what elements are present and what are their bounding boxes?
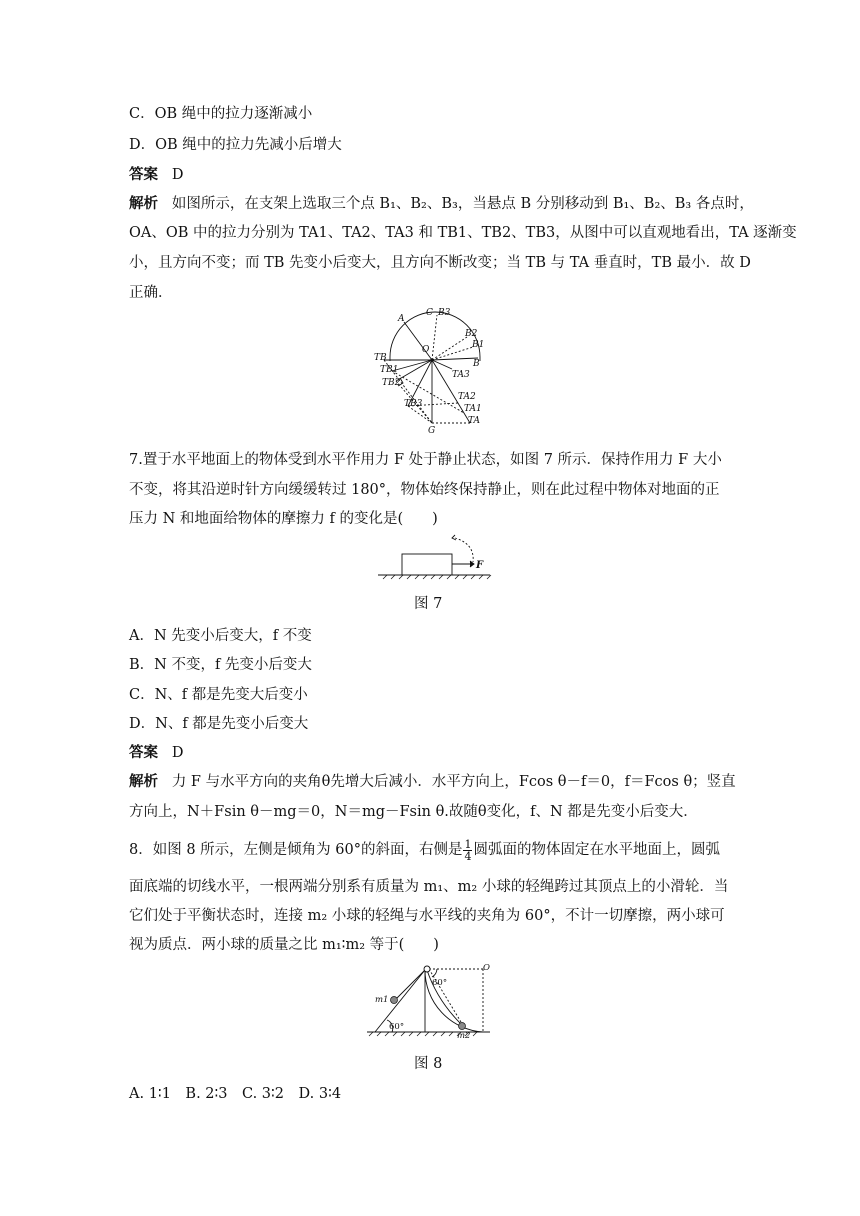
q8-stem-line-4: 视为质点．两小球的质量之比 m₁∶m₂ 等于( )	[129, 937, 439, 953]
q6-answer	[129, 165, 183, 185]
q7-option-c: C．N、f 都是先变大后变小	[129, 687, 308, 703]
label-m1: m1	[375, 995, 389, 1005]
q8-figure-caption: 图 8	[414, 1056, 443, 1072]
answer-label: 答案	[129, 744, 158, 761]
q7-option-b: B．N 不变，f 先变小后变大	[129, 657, 312, 673]
label-tb3: TB3	[404, 399, 423, 409]
label-angle-top: 60°	[432, 978, 448, 988]
label-tb2: TB2	[382, 378, 401, 388]
q7-option-d: D．N、f 都是先变小后变大	[129, 716, 309, 732]
label-b1: B1	[472, 340, 485, 350]
label-tb: TB	[374, 353, 387, 363]
label-ta2: TA2	[458, 392, 476, 402]
q8-stem-line-3: 它们处于平衡状态时，连接 m₂ 小球的轻绳与水平线的夹角为 60°，不计一切摩擦，两小球可	[129, 908, 725, 924]
stem-text: 8．如图 8 所示，左侧是倾角为 60°的斜面，右侧是	[129, 842, 463, 858]
label-ta: TA	[468, 416, 481, 426]
label-b2: B2	[465, 329, 478, 339]
label-ta1: TA1	[464, 404, 482, 414]
answer-value: D	[171, 745, 184, 761]
q7-stem-line-1: 7.置于水平地面上的物体受到水平作用力 F 处于静止状态，如图 7 所示．保持作用力 F 大小	[129, 452, 722, 468]
label-m2: m2	[457, 1031, 471, 1040]
q7-analysis-line-1	[129, 772, 736, 792]
q7-figure-caption: 图 7	[414, 596, 443, 612]
q6-force-figure	[360, 305, 510, 435]
label-g: G	[428, 426, 436, 435]
q8-incline-arc-figure	[365, 960, 495, 1040]
answer-label: 答案	[129, 166, 158, 183]
analysis-text: 力 F 与水平方向的夹角θ先增大后减小．水平方向上，Fcos θ－f＝0，f＝Fcos θ；竖直	[171, 774, 736, 790]
q7-stem-line-3: 压力 N 和地面给物体的摩擦力 f 的变化是( )	[129, 511, 438, 527]
label-ta3: TA3	[452, 370, 470, 380]
q6-analysis-line-2: OA、OB 中的拉力分别为 TA1、TA2、TA3 和 TB1、TB2、TB3，从图中可以直观地看出，TA 逐渐变	[129, 225, 797, 241]
q7-answer	[129, 743, 183, 763]
q6-option-d: D．OB 绳中的拉力先减小后增大	[129, 137, 342, 153]
label-a: A	[398, 314, 405, 324]
q7-stem-line-2: 不变，将其沿逆时针方向缓缓转过 180°，物体始终保持静止，则在此过程中物体对地面的正	[129, 482, 720, 498]
fraction-numerator: 1	[464, 837, 472, 851]
ball-m2	[459, 1023, 466, 1030]
label-c: C	[426, 308, 433, 318]
fraction-quarter	[463, 839, 472, 862]
rotation-arc	[455, 538, 473, 562]
q7-option-a: A．N 先变小后变大，f 不变	[129, 628, 312, 644]
label-b3: B3	[438, 308, 451, 318]
analysis-label: 解析	[129, 195, 158, 212]
q7-block-figure	[375, 530, 495, 580]
label-tb1: TB1	[380, 365, 399, 375]
pulley	[424, 966, 430, 972]
q8-options: A. 1∶1 B. 2∶3 C. 3∶2 D. 3∶4	[129, 1086, 342, 1102]
q6-option-c: C．OB 绳中的拉力逐渐减小	[129, 106, 313, 122]
label-o: O	[422, 345, 430, 355]
label-angle-bottom: 60°	[389, 1022, 405, 1032]
label-o: O	[483, 963, 490, 973]
q6-analysis-line-4: 正确．	[129, 285, 173, 301]
q6-analysis-line-3: 小，且方向不变；而 TB 先变小后变大，且方向不断改变；当 TB 与 TA 垂直时，TB 最小．故 D	[129, 255, 751, 271]
answer-value: D	[171, 167, 184, 183]
block	[402, 554, 452, 575]
label-b: B	[473, 359, 480, 369]
q8-stem-line-2: 面底端的切线水平，一根两端分别系有质量为 m₁、m₂ 小球的轻绳跨过其顶点上的小滑轮．当	[129, 879, 729, 895]
q7-analysis-line-2: 方向上，N＋Fsin θ－mg＝0，N＝mg－Fsin θ.故随θ变化，f、N 都是先变小后变大．	[129, 804, 698, 820]
q8-stem-line-1	[129, 838, 720, 862]
analysis-label: 解析	[129, 773, 158, 790]
analysis-text: 如图所示，在支架上选取三个点 B₁、B₂、B₃，当悬点 B 分别移动到 B₁、B₂、B₃ 各点时，	[171, 196, 754, 212]
ball-m1	[391, 997, 398, 1004]
stem-text: 圆弧面的物体固定在水平地面上，圆弧	[473, 842, 720, 858]
fraction-denominator: 4	[464, 849, 472, 863]
label-f: F	[476, 560, 484, 571]
q6-analysis-line-1	[129, 194, 754, 214]
rope-m1	[395, 970, 425, 1000]
